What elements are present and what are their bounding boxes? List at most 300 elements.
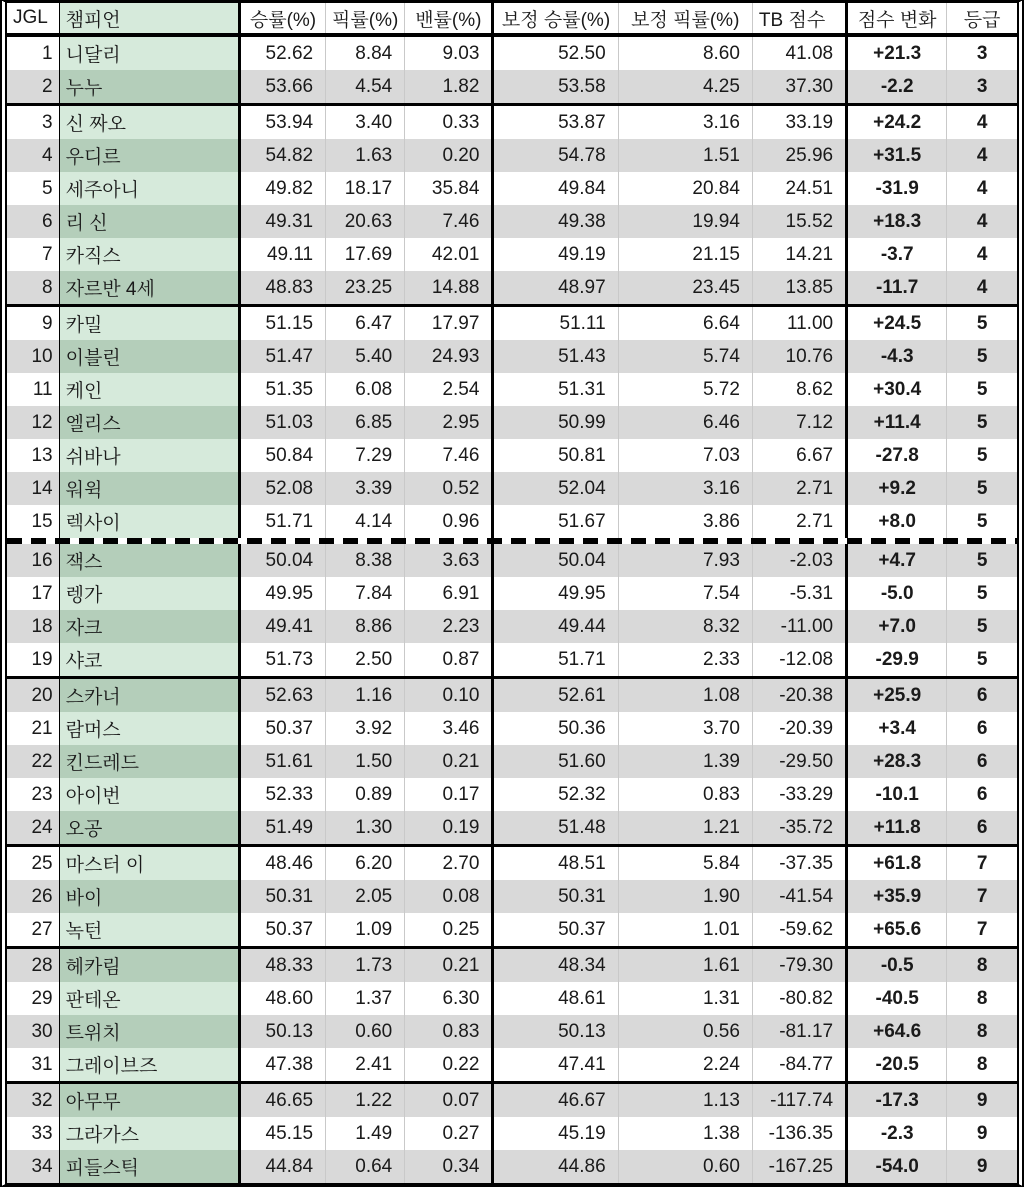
adj-winrate-cell: 49.19 xyxy=(493,238,618,271)
adj-winrate-cell: 48.97 xyxy=(493,271,618,306)
table-row xyxy=(7,205,1017,238)
adj-pickrate-cell: 0.60 xyxy=(618,1150,752,1183)
table-row xyxy=(7,105,1017,140)
adj-winrate-cell: 54.78 xyxy=(493,139,618,172)
tb-score-cell: 33.19 xyxy=(752,105,846,140)
winrate-cell: 52.63 xyxy=(239,678,325,713)
champion-cell: 세주아니 xyxy=(59,172,239,205)
tb-score-cell: -20.39 xyxy=(752,712,846,745)
rank-cell: 5 xyxy=(7,172,59,205)
table-row xyxy=(7,811,1017,846)
winrate-cell: 49.82 xyxy=(239,172,325,205)
adj-pickrate-cell: 3.16 xyxy=(618,472,752,505)
tb-score-cell: -84.77 xyxy=(752,1048,846,1083)
banrate-cell: 0.52 xyxy=(405,472,493,505)
tb-score-cell: 37.30 xyxy=(752,70,846,105)
rank-cell: 6 xyxy=(7,205,59,238)
banrate-cell: 6.91 xyxy=(405,577,493,610)
rank-cell: 27 xyxy=(7,913,59,948)
table-row xyxy=(7,1083,1017,1118)
banrate-cell: 0.22 xyxy=(405,1048,493,1083)
tb-score-cell: 8.62 xyxy=(752,373,846,406)
score-change-cell: +21.3 xyxy=(847,35,947,70)
score-change-cell: -0.5 xyxy=(847,948,947,983)
pickrate-cell: 2.05 xyxy=(326,880,405,913)
table-row xyxy=(7,913,1017,948)
pickrate-cell: 1.09 xyxy=(326,913,405,948)
table-row xyxy=(7,139,1017,172)
table-row xyxy=(7,948,1017,983)
tb-score-cell: 25.96 xyxy=(752,139,846,172)
pickrate-cell: 8.86 xyxy=(326,610,405,643)
table-row xyxy=(7,35,1017,70)
champion-cell: 녹턴 xyxy=(59,913,239,948)
winrate-cell: 51.47 xyxy=(239,340,325,373)
tb-score-cell: -59.62 xyxy=(752,913,846,948)
rank-cell: 22 xyxy=(7,745,59,778)
winrate-cell: 51.61 xyxy=(239,745,325,778)
banrate-cell: 14.88 xyxy=(405,271,493,306)
tier-cell: 5 xyxy=(947,439,1017,472)
table-row xyxy=(7,1015,1017,1048)
tb-score-cell: -80.82 xyxy=(752,982,846,1015)
pickrate-cell: 1.49 xyxy=(326,1117,405,1150)
adj-winrate-cell: 46.67 xyxy=(493,1083,618,1118)
rank-cell: 14 xyxy=(7,472,59,505)
adj-winrate-cell: 48.51 xyxy=(493,846,618,881)
adj-winrate-cell: 53.87 xyxy=(493,105,618,140)
adj-pickrate-cell: 3.16 xyxy=(618,105,752,140)
banrate-cell: 1.82 xyxy=(405,70,493,105)
pickrate-cell: 3.40 xyxy=(326,105,405,140)
table-row xyxy=(7,846,1017,881)
champion-cell: 우디르 xyxy=(59,139,239,172)
table-row xyxy=(7,745,1017,778)
rank-cell: 7 xyxy=(7,238,59,271)
adj-winrate-cell: 48.34 xyxy=(493,948,618,983)
col-header-winrate: 승률(%) xyxy=(239,3,325,35)
champion-cell: 카밀 xyxy=(59,306,239,341)
adj-winrate-cell: 53.58 xyxy=(493,70,618,105)
adj-pickrate-cell: 1.38 xyxy=(618,1117,752,1150)
champion-cell: 트위치 xyxy=(59,1015,239,1048)
adj-winrate-cell: 52.32 xyxy=(493,778,618,811)
adj-winrate-cell: 51.71 xyxy=(493,643,618,678)
winrate-cell: 48.46 xyxy=(239,846,325,881)
champion-cell: 리 신 xyxy=(59,205,239,238)
winrate-cell: 53.94 xyxy=(239,105,325,140)
champion-cell: 신 짜오 xyxy=(59,105,239,140)
winrate-cell: 49.41 xyxy=(239,610,325,643)
pickrate-cell: 5.40 xyxy=(326,340,405,373)
banrate-cell: 42.01 xyxy=(405,238,493,271)
banrate-cell: 17.97 xyxy=(405,306,493,341)
table-row xyxy=(7,373,1017,406)
tier-cell: 9 xyxy=(947,1150,1017,1183)
champion-cell: 킨드레드 xyxy=(59,745,239,778)
pickrate-cell: 6.47 xyxy=(326,306,405,341)
table-row xyxy=(7,1117,1017,1150)
adj-winrate-cell: 47.41 xyxy=(493,1048,618,1083)
winrate-cell: 52.08 xyxy=(239,472,325,505)
adj-winrate-cell: 48.61 xyxy=(493,982,618,1015)
score-change-cell: +7.0 xyxy=(847,610,947,643)
table-body xyxy=(7,35,1017,1183)
rank-cell: 3 xyxy=(7,105,59,140)
banrate-cell: 0.25 xyxy=(405,913,493,948)
col-header-adj-winrate: 보정 승률(%) xyxy=(493,3,618,35)
table-row xyxy=(7,712,1017,745)
tier-cell: 8 xyxy=(947,982,1017,1015)
banrate-cell: 2.23 xyxy=(405,610,493,643)
champion-cell: 케인 xyxy=(59,373,239,406)
tier-cell: 4 xyxy=(947,105,1017,140)
tier-cell: 7 xyxy=(947,846,1017,881)
pickrate-cell: 1.22 xyxy=(326,1083,405,1118)
score-change-cell: -20.5 xyxy=(847,1048,947,1083)
score-change-cell: +18.3 xyxy=(847,205,947,238)
pickrate-cell: 4.54 xyxy=(326,70,405,105)
adj-winrate-cell: 50.13 xyxy=(493,1015,618,1048)
tb-score-cell: -41.54 xyxy=(752,880,846,913)
adj-winrate-cell: 51.60 xyxy=(493,745,618,778)
tb-score-cell: 11.00 xyxy=(752,306,846,341)
winrate-cell: 53.66 xyxy=(239,70,325,105)
adj-pickrate-cell: 1.01 xyxy=(618,913,752,948)
adj-pickrate-cell: 19.94 xyxy=(618,205,752,238)
champion-cell: 누누 xyxy=(59,70,239,105)
tier-cell: 5 xyxy=(947,406,1017,439)
champion-cell: 아이번 xyxy=(59,778,239,811)
adj-pickrate-cell: 1.21 xyxy=(618,811,752,846)
adj-winrate-cell: 49.84 xyxy=(493,172,618,205)
winrate-cell: 51.73 xyxy=(239,643,325,678)
tb-score-cell: -29.50 xyxy=(752,745,846,778)
adj-pickrate-cell: 5.74 xyxy=(618,340,752,373)
table-row xyxy=(7,472,1017,505)
adj-pickrate-cell: 5.72 xyxy=(618,373,752,406)
adj-pickrate-cell: 2.24 xyxy=(618,1048,752,1083)
tier-cell: 6 xyxy=(947,811,1017,846)
winrate-cell: 52.33 xyxy=(239,778,325,811)
banrate-cell: 0.08 xyxy=(405,880,493,913)
rank-cell: 26 xyxy=(7,880,59,913)
champion-cell: 엘리스 xyxy=(59,406,239,439)
champion-cell: 바이 xyxy=(59,880,239,913)
pickrate-cell: 17.69 xyxy=(326,238,405,271)
table-row xyxy=(7,1048,1017,1083)
rank-cell: 34 xyxy=(7,1150,59,1183)
banrate-cell: 0.83 xyxy=(405,1015,493,1048)
score-change-cell: +64.6 xyxy=(847,1015,947,1048)
adj-winrate-cell: 50.36 xyxy=(493,712,618,745)
adj-winrate-cell: 49.44 xyxy=(493,610,618,643)
tb-score-cell: 2.71 xyxy=(752,472,846,505)
score-change-cell: +11.8 xyxy=(847,811,947,846)
winrate-cell: 46.65 xyxy=(239,1083,325,1118)
rank-cell: 15 xyxy=(7,505,59,538)
rank-cell: 16 xyxy=(7,544,59,577)
score-change-cell: -2.2 xyxy=(847,70,947,105)
champion-cell: 이블린 xyxy=(59,340,239,373)
score-change-cell: -29.9 xyxy=(847,643,947,678)
score-change-cell: +28.3 xyxy=(847,745,947,778)
score-change-cell: -40.5 xyxy=(847,982,947,1015)
banrate-cell: 0.10 xyxy=(405,678,493,713)
tier-cell: 5 xyxy=(947,472,1017,505)
score-change-cell: +4.7 xyxy=(847,544,947,577)
rank-cell: 9 xyxy=(7,306,59,341)
col-header-champion: 챔피언 xyxy=(59,3,239,35)
rank-cell: 18 xyxy=(7,610,59,643)
banrate-cell: 2.95 xyxy=(405,406,493,439)
tier-cell: 8 xyxy=(947,948,1017,983)
tb-score-cell: 7.12 xyxy=(752,406,846,439)
table-header-row xyxy=(7,3,1017,35)
adj-pickrate-cell: 1.39 xyxy=(618,745,752,778)
tier-cell: 5 xyxy=(947,610,1017,643)
score-change-cell: +65.6 xyxy=(847,913,947,948)
winrate-cell: 44.84 xyxy=(239,1150,325,1183)
pickrate-cell: 8.84 xyxy=(326,35,405,70)
jungle-tier-table xyxy=(7,3,1017,1183)
adj-winrate-cell: 52.04 xyxy=(493,472,618,505)
banrate-cell: 0.19 xyxy=(405,811,493,846)
tier-cell: 7 xyxy=(947,913,1017,948)
tier-cell: 9 xyxy=(947,1117,1017,1150)
table-row xyxy=(7,70,1017,105)
adj-pickrate-cell: 2.33 xyxy=(618,643,752,678)
champion-cell: 마스터 이 xyxy=(59,846,239,881)
score-change-cell: +3.4 xyxy=(847,712,947,745)
table-row xyxy=(7,271,1017,306)
rank-cell: 31 xyxy=(7,1048,59,1083)
score-change-cell: -5.0 xyxy=(847,577,947,610)
adj-pickrate-cell: 1.90 xyxy=(618,880,752,913)
rank-cell: 28 xyxy=(7,948,59,983)
winrate-cell: 49.11 xyxy=(239,238,325,271)
adj-pickrate-cell: 0.83 xyxy=(618,778,752,811)
score-change-cell: +25.9 xyxy=(847,678,947,713)
adj-pickrate-cell: 1.13 xyxy=(618,1083,752,1118)
score-change-cell: +35.9 xyxy=(847,880,947,913)
col-header-jgl: JGL xyxy=(7,3,59,35)
champion-cell: 오공 xyxy=(59,811,239,846)
banrate-cell: 0.33 xyxy=(405,105,493,140)
tb-score-cell: -35.72 xyxy=(752,811,846,846)
pickrate-cell: 1.30 xyxy=(326,811,405,846)
rank-cell: 4 xyxy=(7,139,59,172)
pickrate-cell: 2.41 xyxy=(326,1048,405,1083)
table-row xyxy=(7,577,1017,610)
adj-pickrate-cell: 5.84 xyxy=(618,846,752,881)
rank-cell: 12 xyxy=(7,406,59,439)
adj-pickrate-cell: 7.93 xyxy=(618,544,752,577)
pickrate-cell: 1.50 xyxy=(326,745,405,778)
champion-cell: 카직스 xyxy=(59,238,239,271)
champion-cell: 렝가 xyxy=(59,577,239,610)
tier-cell: 9 xyxy=(947,1083,1017,1118)
rank-cell: 13 xyxy=(7,439,59,472)
table-row xyxy=(7,406,1017,439)
adj-pickrate-cell: 6.64 xyxy=(618,306,752,341)
tb-score-cell: 2.71 xyxy=(752,505,846,538)
pickrate-cell: 1.37 xyxy=(326,982,405,1015)
rank-cell: 25 xyxy=(7,846,59,881)
winrate-cell: 52.62 xyxy=(239,35,325,70)
score-change-cell: -31.9 xyxy=(847,172,947,205)
winrate-cell: 47.38 xyxy=(239,1048,325,1083)
rank-cell: 21 xyxy=(7,712,59,745)
tb-score-cell: -2.03 xyxy=(752,544,846,577)
pickrate-cell: 6.08 xyxy=(326,373,405,406)
tb-score-cell: -11.00 xyxy=(752,610,846,643)
adj-winrate-cell: 49.38 xyxy=(493,205,618,238)
adj-pickrate-cell: 23.45 xyxy=(618,271,752,306)
champion-cell: 헤카림 xyxy=(59,948,239,983)
table-row xyxy=(7,1150,1017,1183)
banrate-cell: 9.03 xyxy=(405,35,493,70)
champion-cell: 판테온 xyxy=(59,982,239,1015)
winrate-cell: 50.04 xyxy=(239,544,325,577)
score-change-cell: -3.7 xyxy=(847,238,947,271)
rank-cell: 1 xyxy=(7,35,59,70)
pickrate-cell: 23.25 xyxy=(326,271,405,306)
adj-pickrate-cell: 8.32 xyxy=(618,610,752,643)
champion-cell: 람머스 xyxy=(59,712,239,745)
adj-pickrate-cell: 3.70 xyxy=(618,712,752,745)
rank-cell: 19 xyxy=(7,643,59,678)
adj-pickrate-cell: 1.08 xyxy=(618,678,752,713)
rank-cell: 11 xyxy=(7,373,59,406)
champion-cell: 그라가스 xyxy=(59,1117,239,1150)
tier-cell: 5 xyxy=(947,544,1017,577)
tb-score-cell: -5.31 xyxy=(752,577,846,610)
banrate-cell: 0.96 xyxy=(405,505,493,538)
score-change-cell: +8.0 xyxy=(847,505,947,538)
winrate-cell: 50.37 xyxy=(239,913,325,948)
adj-winrate-cell: 44.86 xyxy=(493,1150,618,1183)
score-change-cell: -10.1 xyxy=(847,778,947,811)
col-header-banrate: 밴률(%) xyxy=(405,3,493,35)
tier-cell: 3 xyxy=(947,35,1017,70)
adj-winrate-cell: 49.95 xyxy=(493,577,618,610)
banrate-cell: 0.27 xyxy=(405,1117,493,1150)
champion-cell: 스카너 xyxy=(59,678,239,713)
score-change-cell: +31.5 xyxy=(847,139,947,172)
tier-cell: 4 xyxy=(947,172,1017,205)
champion-cell: 쉬바나 xyxy=(59,439,239,472)
score-change-cell: +9.2 xyxy=(847,472,947,505)
tier-cell: 6 xyxy=(947,778,1017,811)
col-header-score-change: 점수 변화 xyxy=(847,3,947,35)
tier-cell: 5 xyxy=(947,340,1017,373)
table-row xyxy=(7,982,1017,1015)
banrate-cell: 3.46 xyxy=(405,712,493,745)
score-change-cell: -2.3 xyxy=(847,1117,947,1150)
tb-score-cell: -136.35 xyxy=(752,1117,846,1150)
banrate-cell: 7.46 xyxy=(405,439,493,472)
score-change-cell: +30.4 xyxy=(847,373,947,406)
adj-winrate-cell: 51.11 xyxy=(493,306,618,341)
adj-pickrate-cell: 6.46 xyxy=(618,406,752,439)
col-header-pickrate: 픽률(%) xyxy=(326,3,405,35)
table-row xyxy=(7,439,1017,472)
tier-cell: 6 xyxy=(947,712,1017,745)
tier-cell: 5 xyxy=(947,577,1017,610)
adj-winrate-cell: 51.43 xyxy=(493,340,618,373)
col-header-adj-pickrate: 보정 픽률(%) xyxy=(618,3,752,35)
tier-cell: 4 xyxy=(947,238,1017,271)
tb-score-cell: -79.30 xyxy=(752,948,846,983)
tb-score-cell: 6.67 xyxy=(752,439,846,472)
rank-cell: 2 xyxy=(7,70,59,105)
adj-winrate-cell: 50.81 xyxy=(493,439,618,472)
score-change-cell: -11.7 xyxy=(847,271,947,306)
winrate-cell: 48.33 xyxy=(239,948,325,983)
pickrate-cell: 2.50 xyxy=(326,643,405,678)
champion-cell: 잭스 xyxy=(59,544,239,577)
champion-cell: 니달리 xyxy=(59,35,239,70)
adj-pickrate-cell: 8.60 xyxy=(618,35,752,70)
score-change-cell: -27.8 xyxy=(847,439,947,472)
adj-pickrate-cell: 21.15 xyxy=(618,238,752,271)
champion-cell: 아무무 xyxy=(59,1083,239,1118)
tier-cell: 7 xyxy=(947,880,1017,913)
rank-cell: 30 xyxy=(7,1015,59,1048)
pickrate-cell: 8.38 xyxy=(326,544,405,577)
adj-pickrate-cell: 3.86 xyxy=(618,505,752,538)
champion-cell: 자크 xyxy=(59,610,239,643)
banrate-cell: 0.34 xyxy=(405,1150,493,1183)
table-row xyxy=(7,238,1017,271)
adj-pickrate-cell: 1.51 xyxy=(618,139,752,172)
pickrate-cell: 6.85 xyxy=(326,406,405,439)
score-change-cell: +24.5 xyxy=(847,306,947,341)
tb-score-cell: -12.08 xyxy=(752,643,846,678)
pickrate-cell: 1.16 xyxy=(326,678,405,713)
banrate-cell: 0.17 xyxy=(405,778,493,811)
adj-pickrate-cell: 7.54 xyxy=(618,577,752,610)
table-row xyxy=(7,880,1017,913)
tier-cell: 4 xyxy=(947,139,1017,172)
table-row xyxy=(7,505,1017,538)
score-change-cell: +24.2 xyxy=(847,105,947,140)
tier-cell: 3 xyxy=(947,70,1017,105)
banrate-cell: 0.21 xyxy=(405,948,493,983)
winrate-cell: 49.95 xyxy=(239,577,325,610)
banrate-cell: 6.30 xyxy=(405,982,493,1015)
score-change-cell: -17.3 xyxy=(847,1083,947,1118)
tier-cell: 5 xyxy=(947,643,1017,678)
tb-score-cell: 10.76 xyxy=(752,340,846,373)
adj-winrate-cell: 52.50 xyxy=(493,35,618,70)
table-row xyxy=(7,544,1017,577)
table-row xyxy=(7,610,1017,643)
rank-cell: 17 xyxy=(7,577,59,610)
table-row xyxy=(7,306,1017,341)
champion-cell: 샤코 xyxy=(59,643,239,678)
winrate-cell: 51.35 xyxy=(239,373,325,406)
rank-cell: 10 xyxy=(7,340,59,373)
col-header-tier: 등급 xyxy=(947,3,1017,35)
pickrate-cell: 6.20 xyxy=(326,846,405,881)
rank-cell: 24 xyxy=(7,811,59,846)
banrate-cell: 0.20 xyxy=(405,139,493,172)
pickrate-cell: 7.84 xyxy=(326,577,405,610)
score-change-cell: +11.4 xyxy=(847,406,947,439)
score-change-cell: +61.8 xyxy=(847,846,947,881)
